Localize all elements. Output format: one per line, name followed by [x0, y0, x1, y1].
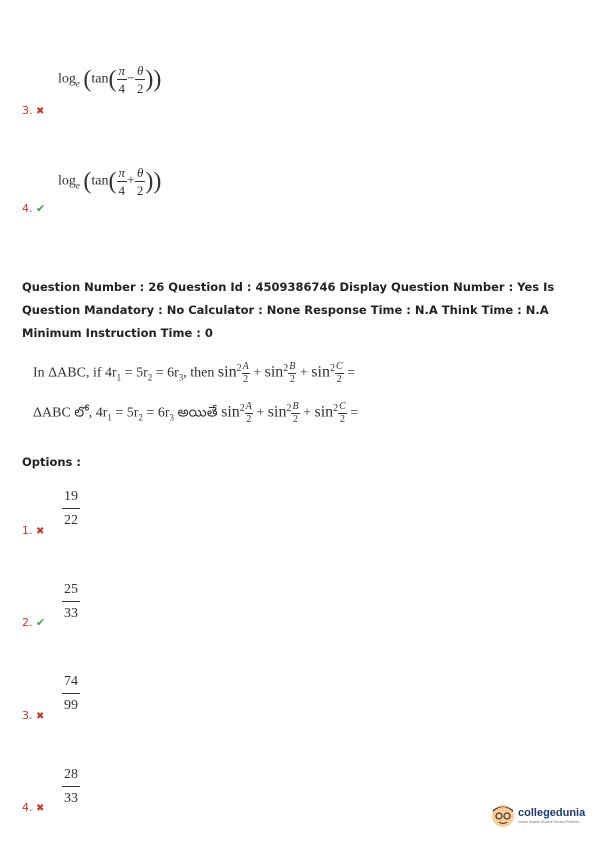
wrong-mark-icon: ✖: [36, 803, 45, 814]
option-3-value: $\frac{74}{99}$: [64, 674, 78, 713]
option-2-number[interactable]: 2. ✔: [22, 616, 46, 629]
wrong-mark-icon: ✖: [36, 106, 45, 117]
option-1-number[interactable]: 1. ✖: [22, 524, 45, 537]
mascot-icon: [490, 803, 516, 829]
prev-option-4-number: 4. ✔: [22, 202, 46, 215]
question-text-english: In ΔABC, if $4r_1 = 5r_2 = 6r_3$, then $\sin^2$ $\frac{A}{2}$ + $\sin^2$ $\frac{B}{2}$ + $\sin^2$ $\frac{C}{2}$ =: [33, 361, 356, 385]
wrong-mark-icon: ✖: [36, 526, 45, 537]
question-header: Question Number : 26 Question Id : 4509386746 Display Question Number : Yes Is Question Mandatory : No Calculator : None Response Time : N.A Think Time : N.A Minimum Instruction Time : 0: [22, 280, 555, 340]
options-label: Options :: [22, 455, 81, 469]
correct-mark-icon: ✔: [36, 616, 46, 629]
prev-option-3-formula: $\log_e (\tan$( $\frac{\pi}{4}$ − $\frac{\theta}{2}$ )): [58, 63, 162, 96]
wrong-mark-icon: ✖: [36, 711, 45, 722]
question-text-telugu: ΔABC లో, $4r_1 = 5r_2 = 6r_3$ అయితే $\sin^2$ $\frac{A}{2}$ + $\sin^2$ $\frac{B}{2}$ + $\sin^2$ $\frac{C}{2}$ =: [33, 401, 359, 425]
prev-option-4-formula: $\log_e (\tan$( $\frac{\pi}{4}$ + $\frac{\theta}{2}$ )): [58, 165, 162, 198]
logo-text: collegedunia: [518, 806, 586, 819]
option-3-number[interactable]: 3. ✖: [22, 709, 45, 722]
option-1-value: $\frac{19}{22}$: [64, 489, 78, 528]
option-4-number[interactable]: 4. ✖: [22, 801, 45, 814]
prev-option-3-number: 3. ✖: [22, 104, 45, 117]
option-2-value: $\frac{25}{33}$: [64, 582, 78, 621]
logo-tagline: India's largest Student Review Platform: [518, 819, 579, 824]
correct-mark-icon: ✔: [36, 202, 46, 215]
collegedunia-logo: [490, 800, 590, 832]
option-4-value: $\frac{28}{33}$: [64, 767, 78, 806]
